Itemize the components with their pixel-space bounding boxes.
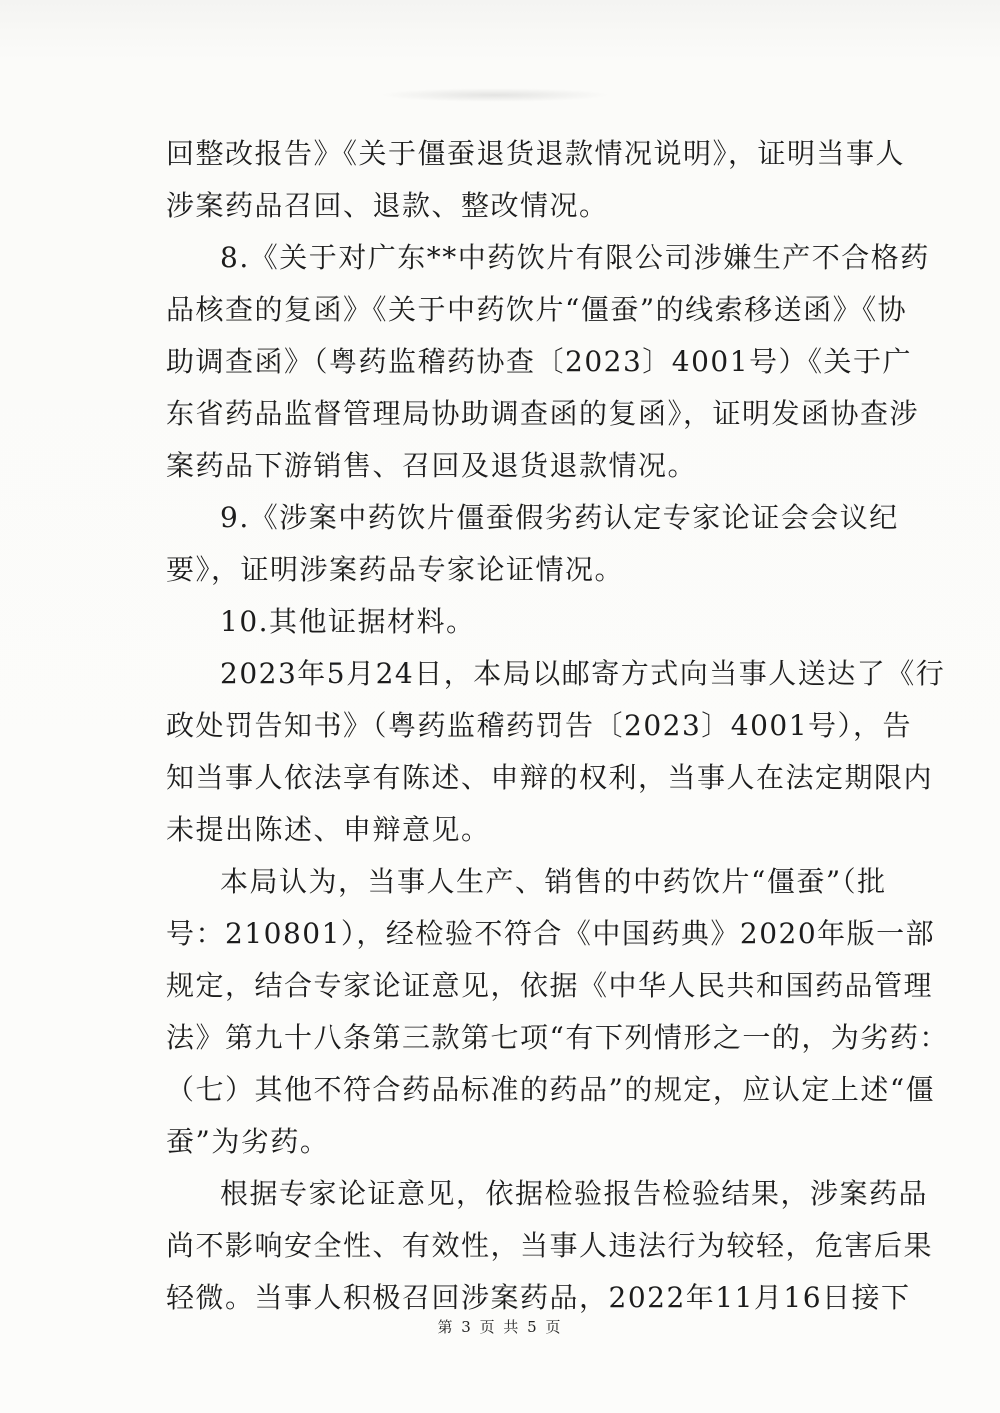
text-line: 8.《关于对广东**中药饮片有限公司涉嫌生产不合格药	[220, 241, 930, 274]
text-line: 政处罚告知书》（粤药监稽药罚告〔2023〕4001号），告	[166, 709, 913, 742]
text-line: 蚕”为劣药。	[166, 1125, 330, 1158]
text-line: 回整改报告》《关于僵蚕退货退款情况说明》，证明当事人	[166, 137, 906, 170]
text-line: 号：210801），经检验不符合《中国药典》2020年版一部	[166, 917, 936, 950]
text-line: 轻微。当事人积极召回涉案药品，2022年11月16日接下	[166, 1281, 911, 1314]
text-line: （七）其他不符合药品标准的药品”的规定，应认定上述“僵	[166, 1073, 936, 1106]
text-line: 未提出陈述、申辩意见。	[166, 813, 491, 846]
text-line: 案药品下游销售、召回及退货退款情况。	[166, 449, 698, 482]
text-line: 知当事人依法享有陈述、申辩的权利，当事人在法定期限内	[166, 761, 934, 794]
text-line: 涉案药品召回、退款、整改情况。	[166, 189, 609, 222]
text-line: 要》，证明涉案药品专家论证情况。	[166, 553, 625, 586]
text-line: 根据专家论证意见，依据检验报告检验结果，涉案药品	[220, 1177, 929, 1210]
text-line: 东省药品监督管理局协助调查函的复函》，证明发函协查涉	[166, 397, 920, 430]
text-line: 法》第九十八条第三款第七项“有下列情形之一的，为劣药：	[166, 1021, 949, 1054]
text-line: 9.《涉案中药饮片僵蚕假劣药认定专家论证会会议纪	[220, 501, 899, 534]
text-line: 规定，结合专家论证意见，依据《中华人民共和国药品管理	[166, 969, 934, 1002]
text-line: 2023年5月24日，本局以邮寄方式向当事人送达了《行	[220, 657, 946, 690]
text-line: 尚不影响安全性、有效性，当事人违法行为较轻，危害后果	[166, 1229, 934, 1262]
text-line: 品核查的复函》《关于中药饮片“僵蚕”的线索移送函》《协	[166, 293, 908, 326]
page-number: 第 3 页 共 5 页	[437, 1318, 563, 1336]
text-line: 助调查函》（粤药监稽药协查〔2023〕4001号）《关于广	[166, 345, 913, 378]
scan-bleed-through	[380, 88, 610, 102]
text-line: 本局认为，当事人生产、销售的中药饮片“僵蚕”（批	[220, 865, 887, 898]
text-line: 10.其他证据材料。	[220, 605, 476, 638]
